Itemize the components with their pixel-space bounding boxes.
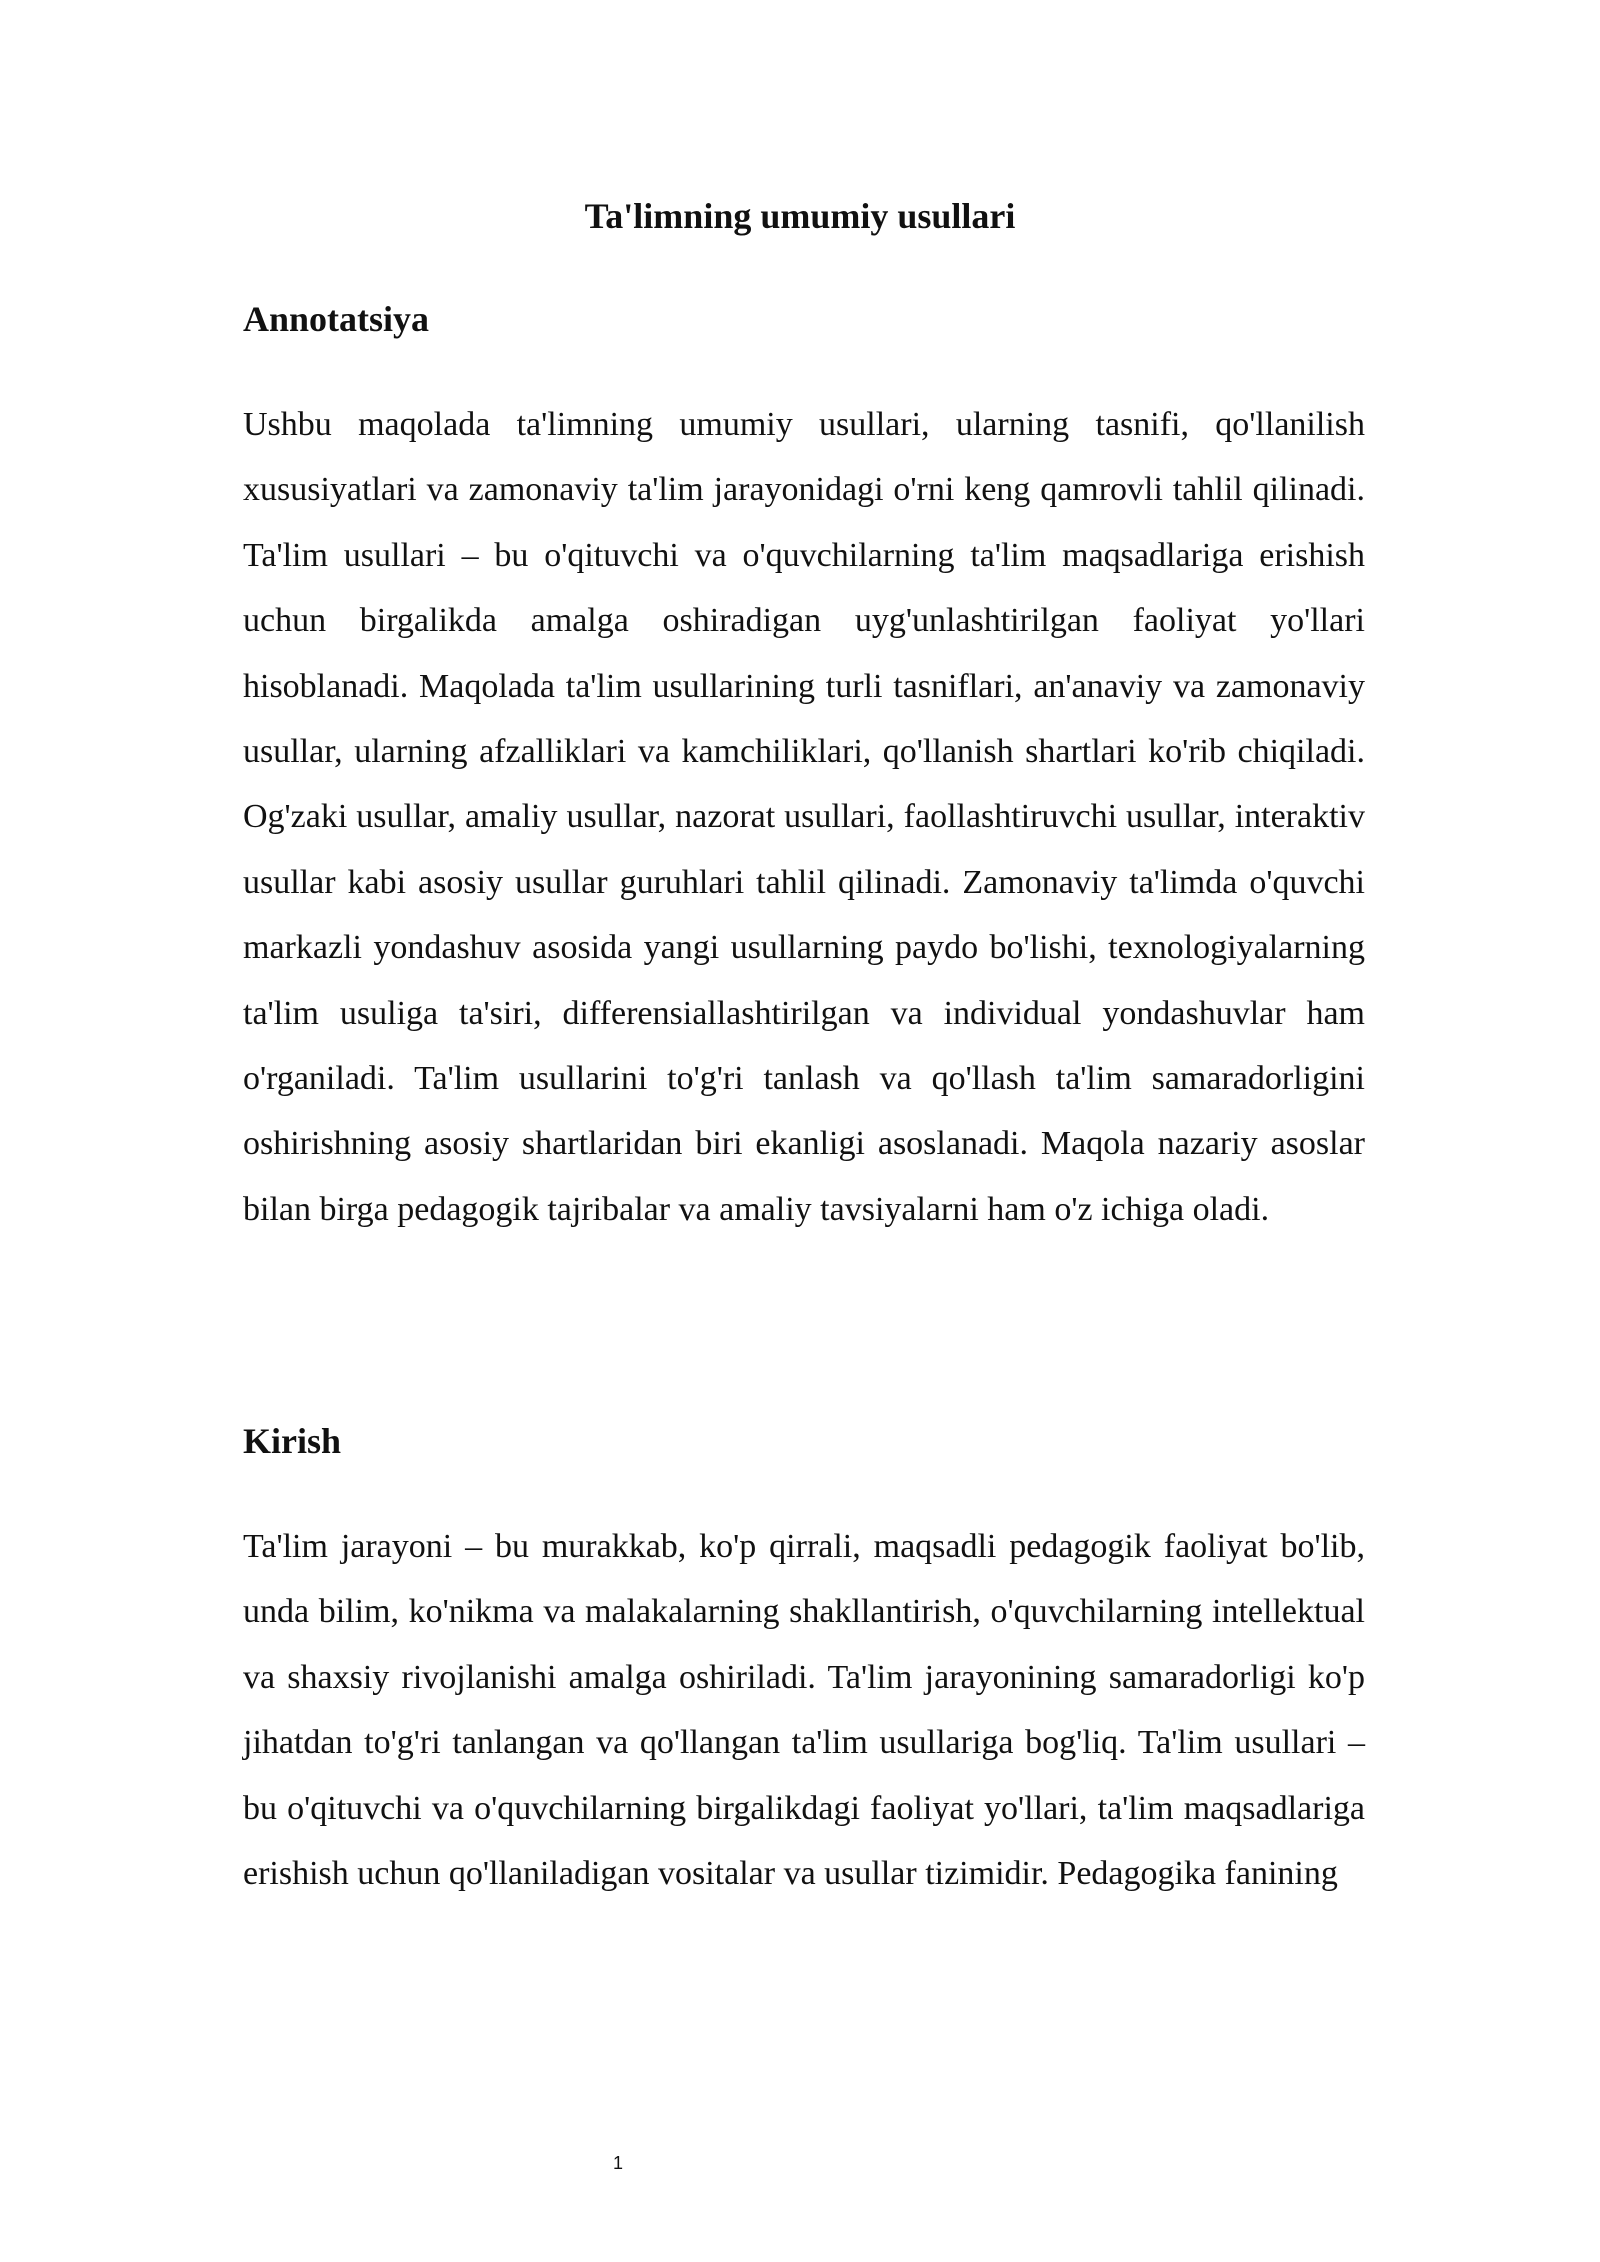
introduction-paragraph: Ta'lim jarayoni – bu murakkab, ko'p qirrali, maqsadli pedagogik faoliyat bo'lib, unda bilim, ko'nikma va malakalarning shakllantirish, o'quvchilarning intellektual va shaxsiy rivojlanishi amalga oshiriladi. Ta'lim jarayonining samaradorligi ko'p jihatdan to'g'ri tanlangan va qo'llangan ta'lim usullariga bog'liq. Ta'lim usullari – bu o'qituvchi va o'quvchilarning birgalikdagi faoliyat yo'llari, ta'lim maqsadlariga erishish uchun qo'llaniladigan vositalar va usullar tizimidir. Pedagogika fanining (243, 1528, 1365, 1893)
page-number: 1 (612, 2153, 623, 2173)
annotation-paragraph: Ushbu maqolada ta'limning umumiy usullari, ularning tasnifi, qo'llanilish xususiyatlari va zamonaviy ta'lim jarayonidagi o'rni keng qamrovli tahlil qilinadi. Ta'lim usullari – bu o'qituvchi va o'quvchilarning ta'lim maqsadlariga erishish uchun birgalikda amalga oshiradigan uyg'unlashtirilgan faoliyat yo'llari hisoblanadi. Maqolada ta'lim usullarining turli tasniflari, an'anaviy va zamonaviy usullar, ularning afzalliklari va kamchiliklari, qo'llanish shartlari ko'rib chiqiladi. Og'zaki usullar, amaliy usullar, nazorat usullari, faollashtiruvchi usullar, interaktiv usullar kabi asosiy usullar guruhlari tahlil qilinadi. Zamonaviy ta'limda o'quvchi markazli yondashuv asosida yangi usullarning paydo bo'lishi, texnologiyalarning ta'lim usuliga ta'siri, differensiallashtirilgan va individual yondashuvlar ham o'rganiladi. Ta'lim usullarini to'g'ri tanlash va qo'llash ta'lim samaradorligini oshirishning asosiy shartlaridan biri ekanligi asoslanadi. Maqola nazariy asoslar bilan birga pedagogik tajribalar va amaliy tavsiyalarni ham o'z ichiga oladi. (243, 406, 1365, 1228)
section-heading-introduction: Kirish (243, 1421, 342, 1461)
document-title: Ta'limning umumiy usullari (584, 196, 1016, 236)
section-heading-annotation: Annotatsiya (243, 299, 430, 339)
